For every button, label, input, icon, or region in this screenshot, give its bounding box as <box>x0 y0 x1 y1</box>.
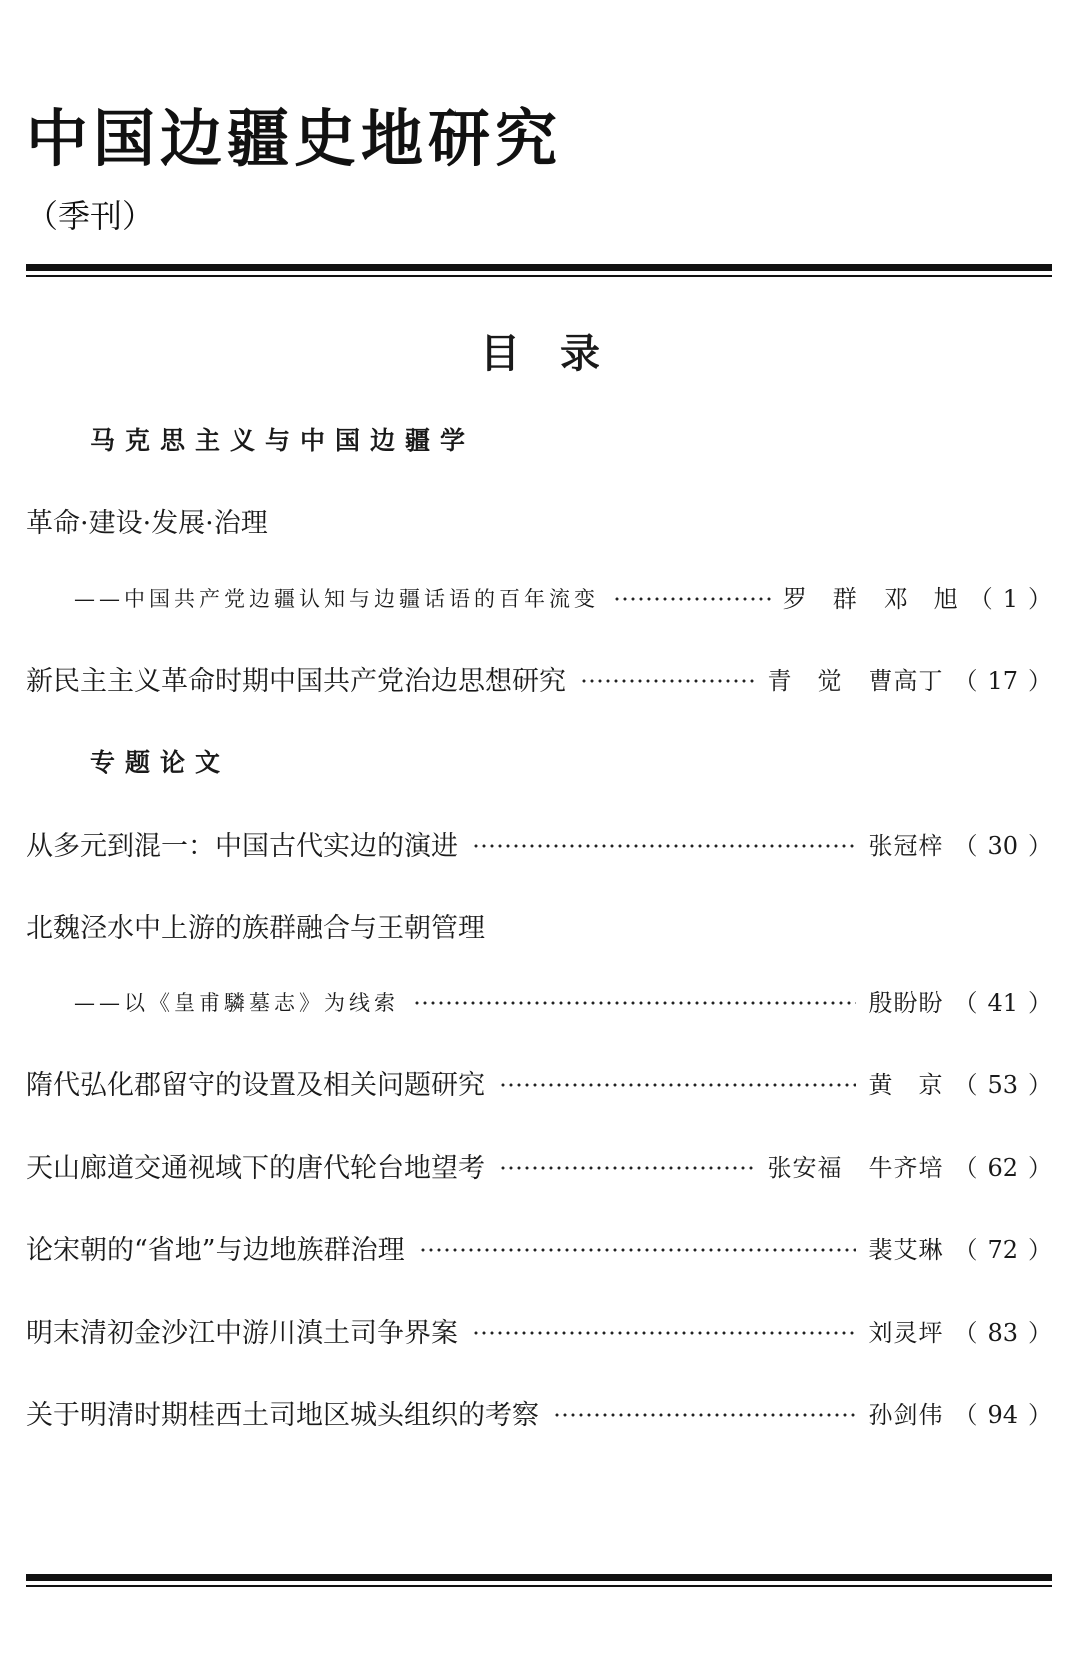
journal-frequency: （季刊） <box>26 197 155 235</box>
page-number: （ 53 ） <box>953 1071 1052 1099</box>
author-name: 殷盼盼 <box>868 989 944 1017</box>
dot-leader <box>419 1247 857 1253</box>
toc-entry-title: 新民主主义革命时期中国共产党治边思想研究 <box>26 665 566 697</box>
page-number: （ 41 ） <box>953 989 1052 1017</box>
dot-leader <box>472 1330 856 1336</box>
page-number: （ 30 ） <box>953 832 1052 860</box>
toc-entry-title: 隋代弘化郡留守的设置及相关问题研究 <box>26 1069 485 1101</box>
dot-leader <box>472 843 856 849</box>
bottom-double-rule <box>26 1574 1052 1587</box>
author-name: 罗 群 <box>782 585 858 613</box>
dot-leader <box>613 596 771 602</box>
page-number: （ 62 ） <box>953 1154 1052 1182</box>
toc-entry[interactable] <box>26 1148 1052 1188</box>
toc-heading: 目录 <box>480 331 640 377</box>
dot-leader <box>553 1412 856 1418</box>
dot-leader <box>499 1082 856 1088</box>
author-name: 青 觉 <box>767 667 843 695</box>
page-number: （ 83 ） <box>953 1319 1052 1347</box>
page-number: （ 94 ） <box>953 1401 1052 1429</box>
toc-entry[interactable] <box>74 983 1052 1023</box>
toc-entry-title: 从多元到混一：中国古代实边的演进 <box>26 830 458 862</box>
author-name: 张安福 <box>767 1154 843 1182</box>
toc-entry[interactable] <box>26 1395 1052 1435</box>
author-name: 孙剑伟 <box>868 1401 944 1429</box>
author-name: 曹高丁 <box>868 667 944 695</box>
toc-entry[interactable] <box>26 1230 1052 1270</box>
section-title-special-papers: 专题论文 <box>90 748 231 777</box>
section-title-marxism: 马克思主义与中国边疆学 <box>90 426 476 455</box>
toc-entry-title[interactable]: 北魏泾水中上游的族群融合与王朝管理 <box>26 913 485 944</box>
dot-leader <box>499 1165 755 1171</box>
top-double-rule <box>26 264 1052 277</box>
dot-leader <box>580 678 755 684</box>
toc-entry-title: 明末清初金沙江中游川滇土司争界案 <box>26 1317 458 1349</box>
author-name: 刘灵坪 <box>868 1319 944 1347</box>
toc-entry[interactable] <box>26 1065 1052 1105</box>
toc-entry-title: 论宋朝的“省地”与边地族群治理 <box>26 1234 405 1266</box>
journal-title: 中国边疆史地研究 <box>26 102 563 175</box>
toc-entry-title[interactable]: 革命·建设·发展·治理 <box>26 508 268 539</box>
toc-entry[interactable] <box>26 826 1052 866</box>
toc-entry-subtitle: ——以《皇甫驎墓志》为线索 <box>74 990 399 1015</box>
toc-entry[interactable] <box>74 579 1052 619</box>
author-name: 裴艾琳 <box>868 1236 944 1264</box>
page-number: （ 17 ） <box>953 667 1052 695</box>
page-number: （ 1 ） <box>968 585 1052 613</box>
toc-entry-title: 关于明清时期桂西土司地区城头组织的考察 <box>26 1399 539 1431</box>
toc-entry[interactable] <box>26 1313 1052 1353</box>
toc-entry[interactable] <box>26 661 1052 701</box>
toc-entry-subtitle: ——中国共产党边疆认知与边疆话语的百年流变 <box>74 586 599 611</box>
page-number: （ 72 ） <box>953 1236 1052 1264</box>
author-name: 张冠梓 <box>868 832 944 860</box>
dot-leader <box>413 1000 856 1006</box>
author-name: 牛齐培 <box>868 1154 944 1182</box>
author-name: 黄 京 <box>868 1071 944 1099</box>
author-name: 邓 旭 <box>883 585 959 613</box>
toc-entry-title: 天山廊道交通视域下的唐代轮台地望考 <box>26 1152 485 1184</box>
